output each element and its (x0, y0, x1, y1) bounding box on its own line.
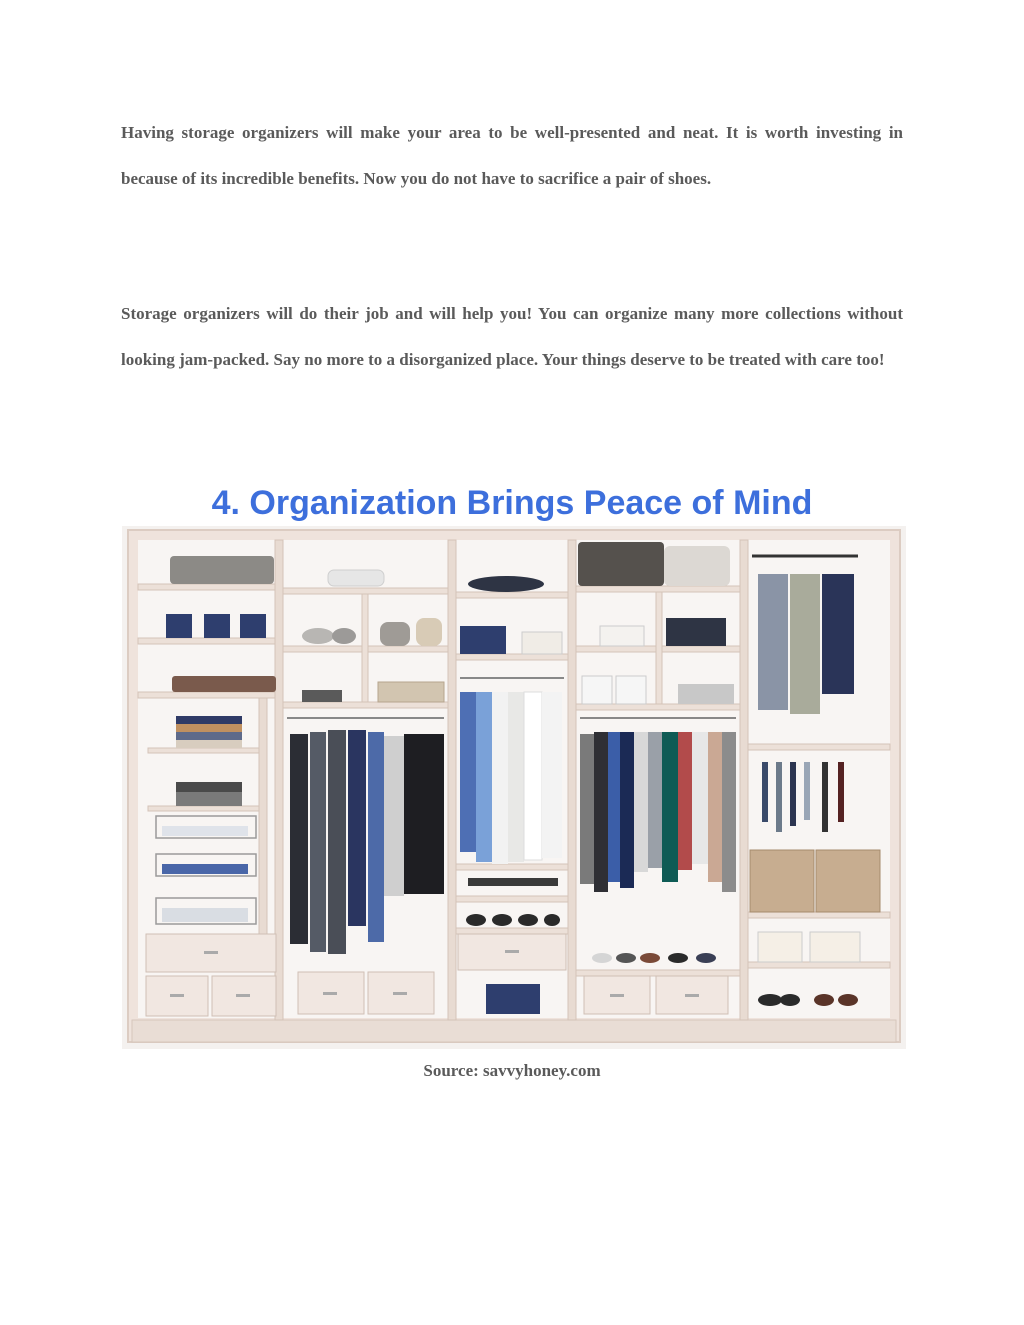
image-caption: Source: savvyhoney.com (423, 1061, 601, 1080)
section-heading: 4. Organization Brings Peace of Mind (211, 484, 813, 522)
second-paragraph: Storage organizers will do their job and will help you! You can organize many more collections without looking jam-packed. Say no more to a disorganized place. Your things deserve to be treated with care too! (121, 304, 903, 369)
wardrobe-photo (122, 526, 906, 1049)
intro-paragraph: Having storage organizers will make your area to be well-presented and neat. It is worth investing in because of its incredible benefits. Now you do not have to sacrifice a pair of shoes. (121, 123, 903, 188)
